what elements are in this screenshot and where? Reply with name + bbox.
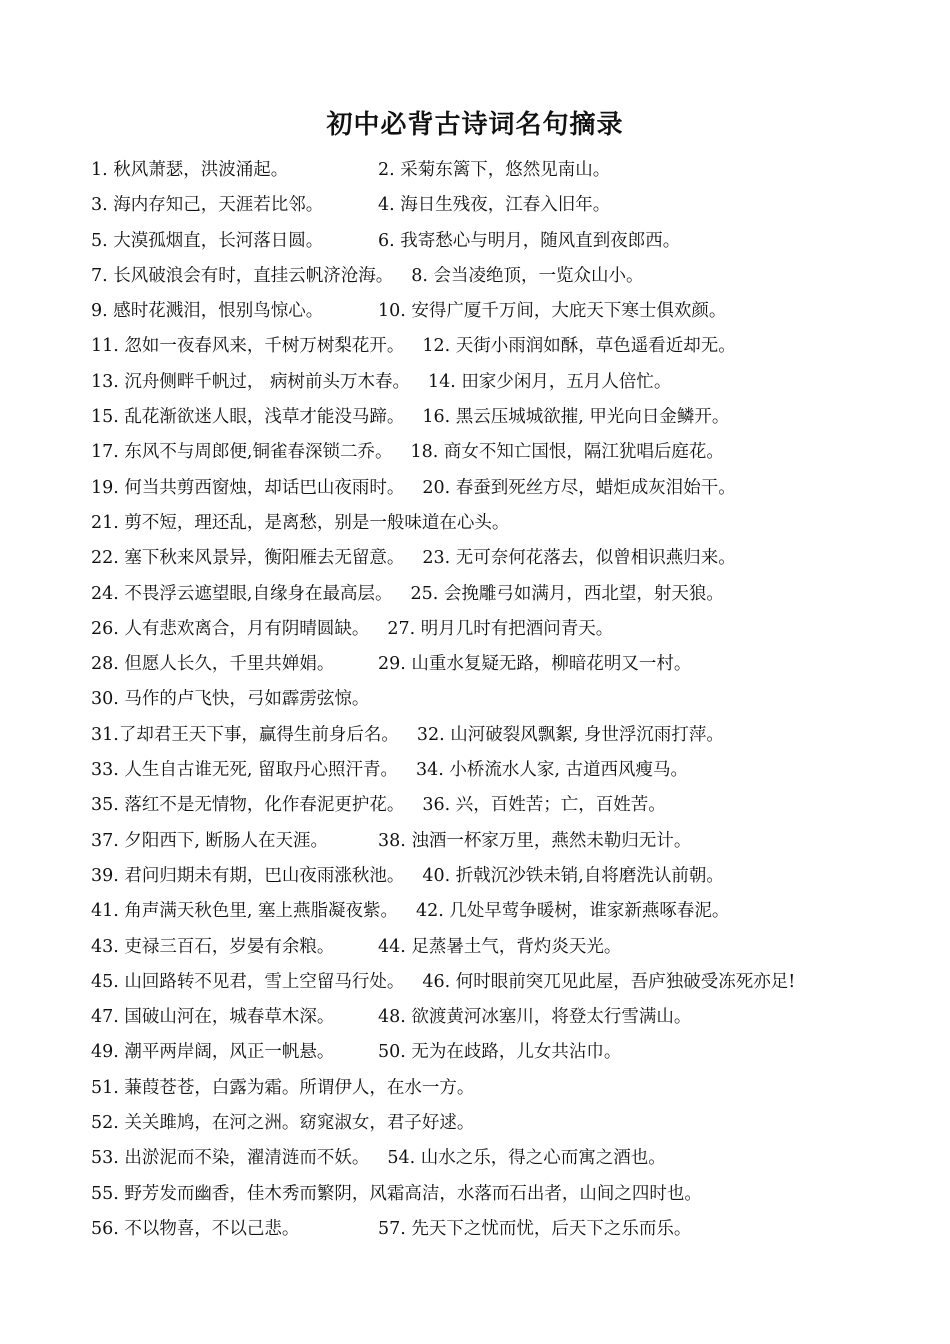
verse-entry: 30. 马作的卢飞快，弓如霹雳弦惊。 — [91, 689, 370, 710]
verse-entry: 17. 东风不与周郎便,铜雀春深锁二乔。 — [91, 442, 393, 463]
verse-entry: 14. 田家少闲月，五月人倍忙。 — [427, 371, 672, 392]
verse-entry: 26. 人有悲欢离合，月有阴晴圆缺。 — [91, 618, 370, 639]
verse-entry: 51. 蒹葭苍苍，白露为霜。所谓伊人，在水一方。 — [91, 1077, 475, 1098]
verse-entry: 36. 兴，百姓苦；亡，百姓苦。 — [422, 795, 666, 816]
verse-line — [91, 229, 921, 264]
verse-entry: 52. 关关雎鸠，在河之洲。窈窕淑女，君子好逑。 — [91, 1113, 475, 1134]
verse-entry: 13. 沉舟侧畔千帆过， 病树前头万木春。 — [91, 371, 410, 392]
verse-entry: 7. 长风破浪会有时，直挂云帆济沧海。 — [91, 265, 394, 286]
verse-entry: 54. 山水之乐，得之心而寓之酒也。 — [387, 1148, 666, 1169]
verse-entry: 10. 安得广厦千万间，大庇天下寒士俱欢颜。 — [378, 301, 727, 322]
verse-entry: 6. 我寄愁心与明月，随风直到夜郎西。 — [378, 230, 681, 251]
verse-entry: 4. 海日生残夜，江春入旧年。 — [378, 195, 611, 216]
verse-line — [91, 370, 921, 405]
verse-entry: 22. 塞下秋来风景异，衡阳雁去无留意。 — [91, 548, 405, 569]
verse-line — [91, 793, 921, 828]
verse-line — [91, 652, 921, 687]
page-title: 初中必背古诗词名句摘录 — [326, 110, 624, 140]
verse-entry: 9. 感时花溅泪，恨别鸟惊心。 — [91, 301, 324, 322]
verse-line — [91, 1005, 921, 1040]
verse-entry: 20. 春蚕到死丝方尽，蜡炬成灰泪始干。 — [422, 477, 736, 498]
verse-line — [91, 334, 921, 369]
verse-entry: 23. 无可奈何花落去，似曾相识燕归来。 — [422, 548, 736, 569]
verse-line — [91, 723, 921, 758]
verse-line — [91, 299, 921, 334]
verse-entry: 8. 会当凌绝顶，一览众山小。 — [411, 265, 644, 286]
verse-line — [91, 582, 921, 617]
verse-entry: 33. 人生自古谁无死, 留取丹心照汗青。 — [91, 760, 399, 781]
verse-entry: 34. 小桥流水人家, 古道西风瘦马。 — [416, 760, 689, 781]
verse-entry: 50. 无为在歧路，儿女共沾巾。 — [378, 1042, 622, 1063]
verse-line — [91, 546, 921, 581]
verse-line — [91, 158, 921, 193]
verse-entry: 24. 不畏浮云遮望眼,自缘身在最高层。 — [91, 583, 393, 604]
verse-line — [91, 758, 921, 793]
verse-line — [91, 1146, 921, 1181]
verse-line — [91, 264, 921, 299]
verse-entry: 35. 落红不是无情物，化作春泥更护花。 — [91, 795, 405, 816]
verse-entry: 48. 欲渡黄河冰塞川，将登太行雪满山。 — [378, 1007, 692, 1028]
verse-entry: 55. 野芳发而幽香，佳木秀而繁阴，风霜高洁，水落而石出者，山间之四时也。 — [91, 1183, 702, 1204]
verse-line — [91, 617, 921, 652]
verse-entry: 45. 山回路转不见君，雪上空留马行处。 — [91, 971, 405, 992]
verse-line — [91, 1111, 921, 1146]
verse-entry: 1. 秋风萧瑟，洪波涌起。 — [91, 160, 289, 180]
verse-line — [91, 1217, 921, 1252]
verse-entry: 43. 吏禄三百石，岁晏有余粮。 — [91, 936, 335, 957]
verse-line — [91, 1040, 921, 1075]
verse-entry: 57. 先天下之忧而忧，后天下之乐而乐。 — [378, 1218, 692, 1239]
verse-entry: 27. 明月几时有把酒问青天。 — [387, 618, 614, 639]
verse-list — [91, 158, 921, 1252]
verse-line — [91, 440, 921, 475]
verse-line — [91, 1182, 921, 1217]
verse-line — [91, 193, 921, 228]
verse-entry: 49. 潮平两岸阔，风正一帆悬。 — [91, 1042, 335, 1063]
verse-line — [91, 476, 921, 511]
verse-entry: 47. 国破山河在，城春草木深。 — [91, 1007, 335, 1028]
verse-entry: 37. 夕阳西下, 断肠人在天涯。 — [91, 830, 329, 851]
verse-entry: 38. 浊酒一杯家万里，燕然未勒归无计。 — [378, 830, 692, 851]
verse-line — [91, 864, 921, 899]
verse-entry: 32. 山河破裂风飘絮, 身世浮沉雨打萍。 — [416, 724, 724, 745]
verse-entry: 3. 海内存知己，天涯若比邻。 — [91, 195, 324, 216]
verse-entry: 25. 会挽雕弓如满月，西北望，射天狼。 — [410, 583, 724, 604]
verse-entry: 19. 何当共剪西窗烛，却话巴山夜雨时。 — [91, 477, 405, 498]
verse-line — [91, 899, 921, 934]
verse-entry: 31.了却君王天下事，赢得生前身后名。 — [91, 724, 399, 745]
verse-line — [91, 687, 921, 722]
verse-entry: 53. 出淤泥而不染，濯清涟而不妖。 — [91, 1148, 370, 1169]
verse-entry: 15. 乱花渐欲迷人眼，浅草才能没马蹄。 — [91, 407, 405, 428]
verse-line — [91, 970, 921, 1005]
verse-entry: 28. 但愿人长久，千里共婵娟。 — [91, 654, 335, 675]
verse-entry: 41. 角声满天秋色里, 塞上燕脂凝夜紫。 — [91, 901, 399, 922]
verse-entry: 5. 大漠孤烟直，长河落日圆。 — [91, 230, 324, 251]
verse-entry: 18. 商女不知亡国恨，隔江犹唱后庭花。 — [410, 442, 724, 463]
verse-entry: 40. 折戟沉沙铁未销,自将磨洗认前朝。 — [422, 865, 724, 886]
verse-entry: 39. 君问归期未有期，巴山夜雨涨秋池。 — [91, 865, 405, 886]
verse-entry: 44. 足蒸暑土气，背灼炎天光。 — [378, 936, 622, 957]
verse-entry: 12. 天街小雨润如酥，草色遥看近却无。 — [422, 336, 736, 357]
verse-line — [91, 1076, 921, 1111]
verse-entry: 11. 忽如一夜春风来，千树万树梨花开。 — [91, 336, 405, 357]
verse-line — [91, 405, 921, 440]
verse-entry: 16. 黑云压城城欲摧, 甲光向日金鳞开。 — [422, 407, 730, 428]
verse-entry: 21. 剪不短，理还乱，是离愁，别是一般味道在心头。 — [91, 512, 510, 533]
verse-line — [91, 511, 921, 546]
verse-line — [91, 829, 921, 864]
verse-entry: 46. 何时眼前突兀见此屋，吾庐独破受冻死亦足! — [422, 971, 796, 992]
verse-entry: 42. 几处早莺争暖树，谁家新燕啄春泥。 — [416, 901, 730, 922]
verse-entry: 56. 不以物喜，不以己悲。 — [91, 1218, 300, 1239]
verse-entry: 29. 山重水复疑无路，柳暗花明又一村。 — [378, 654, 692, 675]
verse-line — [91, 935, 921, 970]
verse-entry: 2. 采菊东篱下，悠然见南山。 — [378, 160, 611, 180]
